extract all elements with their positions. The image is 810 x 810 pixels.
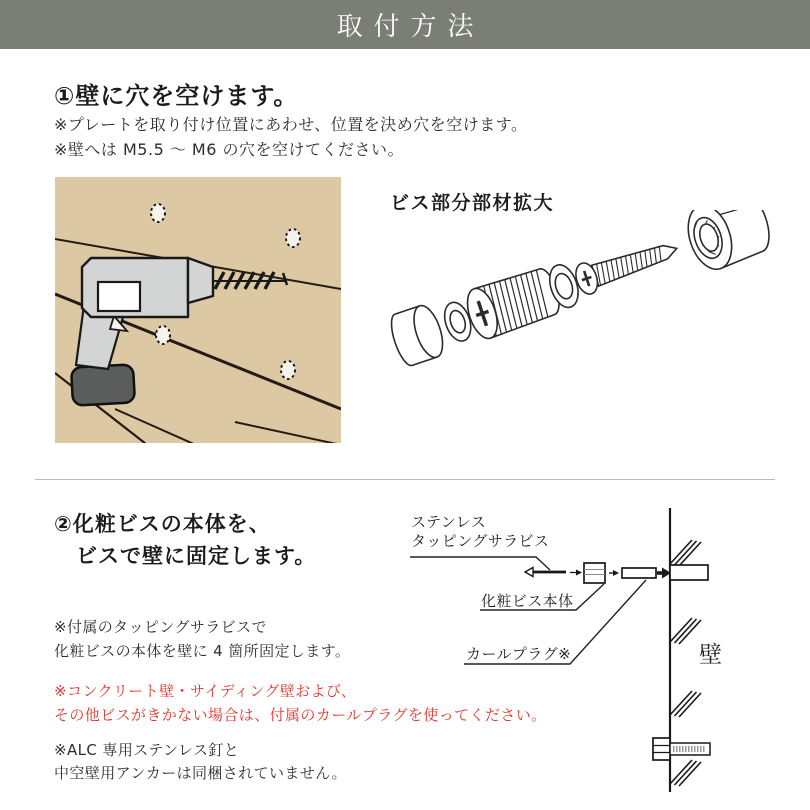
wall-hole-symbol <box>670 565 708 580</box>
drill-chuck <box>188 258 213 303</box>
tapping-screw-symbol <box>525 568 566 577</box>
label-stainless-line1: ステンレス <box>411 513 487 531</box>
step1-note-2: ※壁へは M5.5 〜 M6 の穴を空けてください。 <box>54 140 404 159</box>
step2-title-line1: ②化粧ビスの本体を、 <box>54 512 271 536</box>
step2-title-line2: ビスで壁に固定します。 <box>76 544 317 568</box>
exploded-view-label: ビス部分部材拡大 <box>390 192 555 214</box>
label-wall: 壁 <box>699 642 723 668</box>
tapping-screw-part <box>572 233 682 297</box>
flow-arrow-1 <box>570 570 582 576</box>
screw-body-symbol <box>584 563 605 583</box>
label-stainless-line2: タッピングサラビス <box>411 532 550 550</box>
drill-battery <box>71 364 135 405</box>
leader-line-screw-label <box>410 557 550 570</box>
step2-alc-note-2: 中空壁用アンカーは同梱されていません。 <box>54 764 347 782</box>
label-screw-body: 化粧ビス本体 <box>481 592 574 610</box>
screw-parts-exploded-view <box>385 210 775 380</box>
page-header <box>0 0 810 49</box>
flow-arrow-2 <box>609 570 619 576</box>
step1-note-1: ※プレートを取り付け位置にあわせ、位置を決め穴を空けます。 <box>54 115 528 134</box>
installed-screw-symbol <box>653 738 710 760</box>
nut-part <box>681 210 775 275</box>
section-divider <box>35 479 775 480</box>
step1-title: ①壁に穴を空けます。 <box>54 82 299 110</box>
drill-on-wall-illustration <box>55 177 341 443</box>
label-curl-plug: カールプラグ※ <box>466 645 572 663</box>
curl-plug-symbol <box>622 568 656 578</box>
step2-warning-1: ※コンクリート壁・サイディング壁および、 <box>54 682 357 700</box>
drill-label-window <box>98 282 140 311</box>
step2-warning-2: その他ビスがきかない場合は、付属のカールプラグを使ってください。 <box>54 706 547 724</box>
page-title: 取付方法 <box>336 12 485 42</box>
threaded-body-part <box>462 264 565 342</box>
cap-part <box>387 302 449 368</box>
step2-fix-note-1: ※付属のタッピングサラビスで <box>54 618 267 636</box>
step2-alc-note-1: ※ALC 専用ステンレス釘と <box>54 741 240 759</box>
step2-fix-note-2: 化粧ビスの本体を壁に 4 箇所固定します。 <box>54 642 351 660</box>
